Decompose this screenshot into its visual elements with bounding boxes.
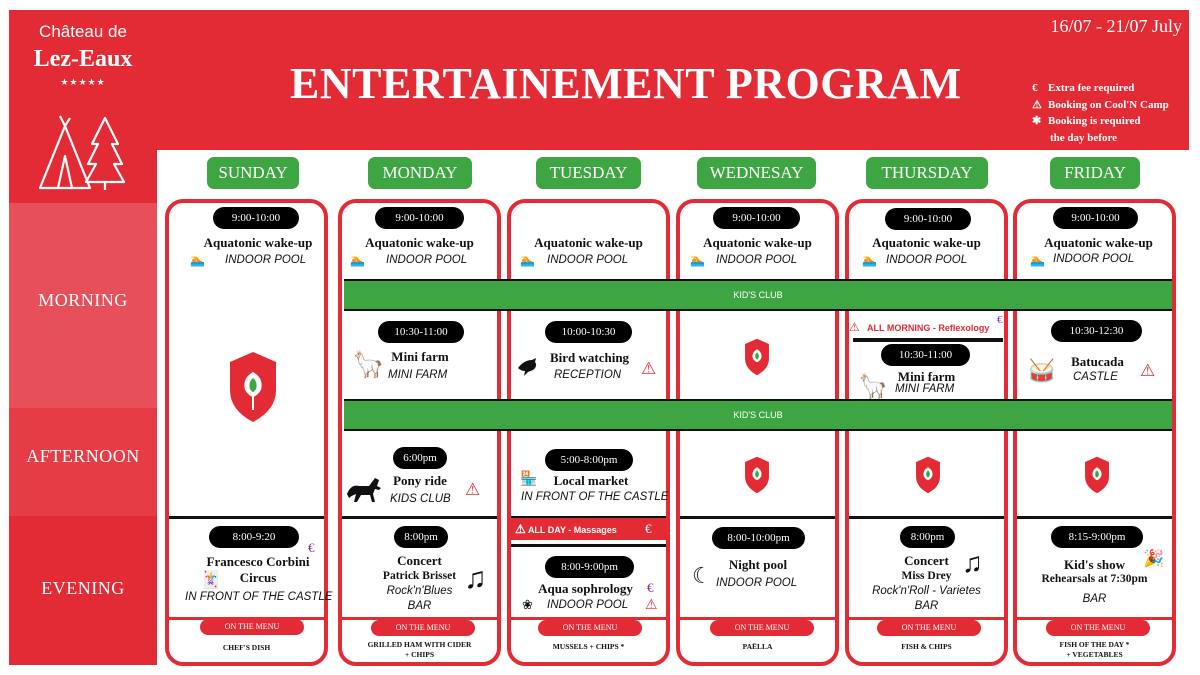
activity-title: Pony ride (393, 473, 447, 488)
tab-tuesday[interactable]: TUESDAY (536, 157, 641, 189)
reflexology-banner (849, 314, 1004, 338)
tab-thursday[interactable]: THURSDAY (866, 157, 988, 189)
brand-stars: ★★★★★ (60, 77, 106, 87)
warning-icon: ⚠ (515, 522, 526, 536)
chateau-crest-icon (1084, 455, 1110, 495)
time-badge: 8:00pm (900, 526, 955, 548)
euro-icon: € (645, 521, 652, 536)
menu-dish-line-1: FISH OF THE DAY * (1059, 640, 1130, 649)
on-the-menu-button[interactable]: ON THE MENU (200, 619, 304, 635)
time-badge: 8:00pm (394, 526, 448, 548)
on-the-menu-button[interactable]: ON THE MENU (877, 620, 981, 636)
banner-text: ALL DAY - Massages (527, 525, 617, 535)
legend-fee: Extra fee required (1048, 82, 1135, 94)
period-evening: EVENING (41, 578, 125, 598)
activity-title: Local market (553, 473, 629, 488)
menu-dish-line-1: GRILLED HAM WITH CIDER (367, 640, 472, 649)
kids-club-band: KID'S CLUB (344, 279, 1172, 311)
on-the-menu-button[interactable]: ON THE MENU (1046, 620, 1150, 636)
activity-title: Aqua sophrology (538, 581, 633, 596)
menu-dish: PAËLLA (742, 642, 773, 651)
bird-icon (516, 354, 540, 378)
menu-dish-line-2: + CHIPS (404, 650, 435, 659)
artist-name: Miss Drey (901, 570, 952, 582)
activity-location: INDOOR POOL (547, 599, 629, 611)
activity-location: KIDS CLUB (390, 493, 451, 505)
activity-location: MINI FARM (895, 383, 955, 395)
activity-location: MINI FARM (388, 369, 448, 381)
activity-location: INDOOR POOL (225, 254, 307, 266)
warning-icon: ⚠ (1140, 361, 1156, 380)
activity-location: INDOOR POOL (1053, 253, 1135, 265)
legend-booking-before: Booking is required (1048, 115, 1141, 127)
warning-icon: ⚠ (645, 598, 658, 613)
moon-icon: ☾ (692, 563, 712, 588)
activity-location: INDOOR POOL (716, 577, 798, 589)
chateau-crest-icon (915, 455, 941, 495)
swimmer-icon: 🏊 (862, 253, 877, 267)
activity-title: Kid's show (1063, 557, 1126, 572)
warning-icon: ⚠ (641, 359, 657, 378)
euro-icon: € (647, 580, 654, 595)
period-morning: MORNING (38, 290, 128, 310)
menu-dish: CHEF'S DISH (222, 643, 271, 652)
swimmer-icon: 🏊 (190, 253, 205, 267)
time-badge: 9:00-10:00 (375, 207, 464, 229)
massages-banner (511, 518, 666, 540)
activity-location: INDOOR POOL (547, 254, 629, 266)
menu-dish: MUSSELS + CHIPS * (552, 642, 625, 651)
drum-icon: 🥁 (1028, 358, 1056, 383)
time-badge: 9:00-10:00 (213, 207, 299, 229)
activity-title: Batucada (1071, 354, 1124, 369)
chateau-crest-icon (228, 350, 278, 424)
divider (511, 544, 666, 547)
euro-icon: € (308, 540, 315, 555)
date-range: 16/07 - 21/07 July (1050, 16, 1182, 36)
market-stall-icon: 🏪 (520, 472, 538, 487)
time-badge: 9:00-10:00 (885, 208, 971, 230)
divider (853, 338, 1003, 342)
time-badge: 10:30-12:30 (1051, 320, 1142, 342)
activity-title: Aquatonic wake-up (703, 235, 812, 250)
swimmer-icon: 🏊 (1030, 253, 1045, 267)
tab-monday[interactable]: MONDAY (368, 157, 472, 189)
chateau-crest-icon (744, 455, 770, 495)
llama-icon: 🦙 (858, 374, 888, 400)
time-badge: 8:00-9:20 (209, 526, 299, 548)
time-badge: 6:00pm (393, 447, 447, 469)
activity-title: Bird watching (549, 350, 630, 365)
menu-dish-line-2: + VEGETABLES (1066, 650, 1123, 659)
divider (342, 516, 497, 519)
legend-booking-app: Booking on Cool'N Camp (1048, 98, 1169, 111)
time-badge: 5:00-8:00pm (545, 449, 633, 471)
activity-title: Aquatonic wake-up (203, 235, 313, 250)
divider (1017, 516, 1172, 519)
tent-and-tree-icon (30, 108, 130, 192)
activity-title: Aquatonic wake-up (1044, 235, 1153, 250)
activity-title: Night pool (728, 557, 788, 572)
horse-icon (345, 474, 383, 504)
party-popper-icon: 🎉 (1143, 549, 1165, 568)
activity-title: Aquatonic wake-up (534, 235, 643, 250)
activity-title: Mini farm (897, 369, 956, 384)
activity-location: RECEPTION (554, 369, 622, 381)
brand-name: Lez-Eaux (33, 46, 133, 72)
page-title: ENTERTAINEMENT PROGRAM (290, 59, 962, 108)
kids-club-band: KID'S CLUB (344, 399, 1172, 431)
brand-top: Château de (39, 22, 127, 41)
activity-location: IN FRONT OF THE CASTLE (521, 491, 669, 503)
activity-location: BAR (407, 600, 432, 612)
euro-icon: € (1032, 82, 1038, 94)
asterisk-icon: ✱ (1032, 115, 1042, 127)
activity-title: Francesco Corbini (206, 554, 310, 569)
chateau-crest-icon (744, 337, 770, 377)
llama-icon: 🦙 (352, 350, 385, 379)
activity-location: BAR (1082, 593, 1107, 605)
column-wednesday (676, 199, 839, 666)
activity-location: BAR (914, 600, 939, 612)
jester-icon: 🃏 (200, 570, 222, 589)
activity-location: INDOOR POOL (886, 254, 968, 266)
music-note-icon: ♫ (464, 562, 487, 595)
time-badge: 10:00-10:30 (545, 321, 632, 343)
activity-location: INDOOR POOL (716, 254, 798, 266)
warning-icon: ⚠ (465, 480, 481, 499)
lotus-icon: ❀ (522, 597, 533, 612)
activity-location: CASTLE (1073, 371, 1118, 383)
time-badge: 8:00-9:00pm (545, 556, 634, 578)
legend-booking-before-2: the day before (1050, 131, 1118, 144)
time-badge: 10:30-11:00 (881, 344, 970, 366)
divider (680, 516, 835, 519)
menu-dish: FISH & CHIPS (901, 642, 952, 651)
warning-icon: ⚠ (849, 320, 860, 334)
activity-location: IN FRONT OF THE CASTLE (185, 591, 333, 603)
activity-title: Aquatonic wake-up (872, 235, 981, 250)
time-badge: 9:00-10:00 (713, 207, 800, 229)
divider (849, 516, 1004, 519)
banner-text: ALL MORNING - Reflexology (867, 323, 990, 333)
divider (169, 516, 324, 519)
swimmer-icon: 🏊 (690, 253, 705, 267)
on-the-menu-button[interactable]: ON THE MENU (710, 620, 814, 636)
tab-wednesday[interactable]: WEDNESAY (697, 157, 816, 189)
time-badge: 9:00-10:00 (1053, 207, 1138, 229)
swimmer-icon: 🏊 (520, 253, 535, 267)
activity-title: Aquatonic wake-up (365, 235, 474, 250)
rehearsal-note: Rehearsals at 7:30pm (1041, 573, 1148, 585)
tab-friday[interactable]: FRIDAY (1050, 157, 1140, 189)
warning-icon: ⚠ (1032, 98, 1042, 111)
time-badge: 8:00-10:00pm (712, 527, 805, 549)
period-afternoon: AFTERNOON (26, 446, 140, 466)
music-note-icon: ♫ (962, 548, 983, 579)
music-genre: Rock'n'Roll - Varietes (872, 585, 981, 597)
tab-sunday[interactable]: SUNDAY (207, 157, 299, 189)
swimmer-icon: 🏊 (350, 253, 365, 267)
on-the-menu-button[interactable]: ON THE MENU (371, 620, 475, 636)
euro-icon: € (997, 314, 1003, 326)
activity-title: Mini farm (391, 349, 449, 364)
activity-title: Concert (904, 553, 949, 568)
artist-name: Patrick Brisset (382, 570, 457, 582)
activity-location: INDOOR POOL (386, 254, 468, 266)
legend (1032, 80, 1169, 146)
time-badge: 8:15-9:00pm (1051, 526, 1143, 548)
music-genre: Rock'n'Blues (386, 585, 453, 597)
activity-title: Circus (239, 570, 277, 585)
time-badge: 10:30-11:00 (378, 321, 464, 343)
on-the-menu-button[interactable]: ON THE MENU (538, 620, 642, 636)
activity-title: Concert (397, 553, 442, 568)
